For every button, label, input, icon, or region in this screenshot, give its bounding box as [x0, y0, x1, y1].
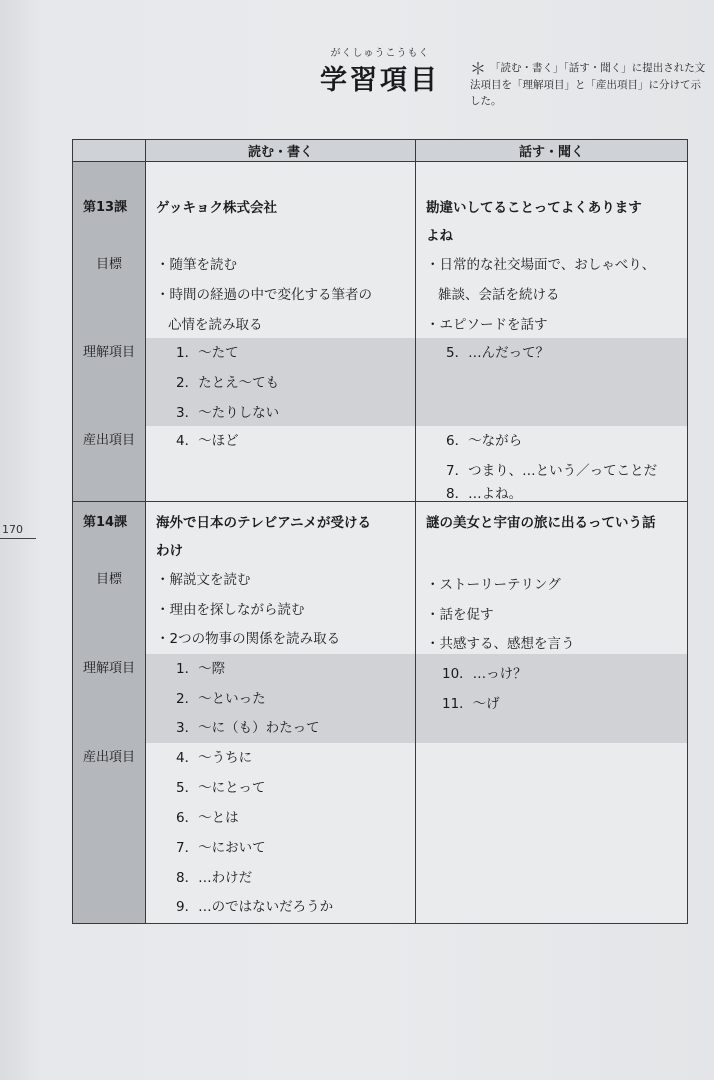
lesson-14-rw-title-line1: 海外で日本のテレビアニメが受ける — [156, 515, 372, 531]
lesson-13-sl-title-line2: よね — [426, 228, 453, 244]
list-item: 4．〜ほど — [176, 433, 239, 449]
list-item: ・時間の経過の中で変化する筆者の — [156, 287, 372, 303]
page-header — [320, 44, 440, 97]
list-item: ・話を促す — [426, 607, 494, 623]
list-item: 8．…わけだ — [176, 870, 253, 886]
lesson-14-goal-label: 目標 — [95, 572, 122, 587]
lesson-14-speak-listen — [416, 502, 688, 924]
lesson-14-rw-title-line2: わけ — [156, 543, 183, 559]
header-note — [470, 60, 706, 109]
lesson-13-labels — [73, 162, 146, 502]
lesson-13-comprehension-label: 理解項目 — [82, 345, 135, 360]
note-asterisk: ＊ — [470, 59, 487, 78]
lesson-14-sl-title: 謎の美女と宇宙の旅に出るっていう話 — [426, 515, 656, 531]
list-item: ・解説文を読む — [156, 572, 251, 588]
lesson-13-speak-listen — [416, 162, 688, 502]
lesson-13-read-write — [146, 162, 416, 502]
lesson-14-production-label: 産出項目 — [82, 750, 135, 765]
title-ruby: がくしゅうこうもく — [330, 48, 430, 59]
list-item: 5．〜にとって — [176, 780, 266, 796]
list-item: 8．…よね。 — [446, 486, 523, 502]
list-item: 心情を読み取る — [168, 317, 263, 333]
lesson-14-labels — [73, 502, 146, 924]
list-item: ・ストーリーテリング — [426, 577, 561, 593]
lesson-13-production-label: 産出項目 — [82, 433, 135, 448]
list-item: 雑談、会話を続ける — [438, 287, 560, 303]
list-item: 3．〜たりしない — [176, 405, 280, 421]
lesson-13-goal-label: 目標 — [95, 257, 122, 272]
lesson-14-comprehension-label: 理解項目 — [82, 661, 135, 676]
table-header-row — [73, 140, 688, 162]
note-text: 「読む・書く」「話す・聞く」に提出された文法項目を「理解項目」と「産出項目」に分けて示した。 — [470, 62, 706, 107]
lesson-14-number: 第14課 — [83, 515, 128, 530]
page-title: 学習項目 — [320, 65, 440, 96]
list-item: 5．…んだって？ — [446, 345, 550, 361]
list-item: 9．…のではないだろうか — [176, 899, 334, 915]
list-item: ・日常的な社交場面で、おしゃべり、 — [426, 257, 656, 273]
list-item: ・随筆を読む — [156, 257, 237, 273]
list-item: ・理由を探しながら読む — [156, 602, 305, 618]
list-item: ・エピソードを話す — [426, 317, 548, 333]
page-number: 170 — [2, 523, 23, 536]
list-item: 6．〜とは — [176, 810, 239, 826]
lesson-13-number: 第13課 — [83, 200, 128, 215]
lesson-13-row — [73, 162, 688, 502]
lesson-14-read-write — [146, 502, 416, 924]
list-item: 3．〜に（も）わたって — [176, 720, 320, 736]
list-item: 7．〜において — [176, 840, 266, 856]
list-item: 2．たとえ〜ても — [176, 375, 280, 391]
page-number-rule — [0, 538, 36, 539]
list-item: 6．〜ながら — [446, 433, 523, 449]
list-item: 11．〜げ — [442, 696, 500, 712]
col-header-read-write: 読む・書く — [146, 140, 416, 162]
list-item: 2．〜といった — [176, 691, 266, 707]
list-item: 10．…っけ？ — [442, 666, 527, 682]
list-item: 1．〜たて — [176, 345, 239, 361]
lesson-14-row — [73, 502, 688, 924]
col-header-speak-listen: 話す・聞く — [416, 140, 688, 162]
list-item: ・2つの物事の関係を読み取る — [156, 631, 341, 647]
lesson-13-rw-title: ゲッキョク株式会社 — [156, 200, 277, 216]
learning-items-table — [72, 139, 688, 924]
list-item: 7．つまり、…という／ってことだ — [446, 463, 658, 479]
list-item: ・共感する、感想を言う — [426, 636, 575, 652]
list-item: 4．〜うちに — [176, 750, 253, 766]
list-item: 1．〜際 — [176, 661, 226, 677]
header-corner — [73, 140, 146, 162]
lesson-13-sl-title-line1: 勘違いしてることってよくあります — [426, 200, 642, 216]
